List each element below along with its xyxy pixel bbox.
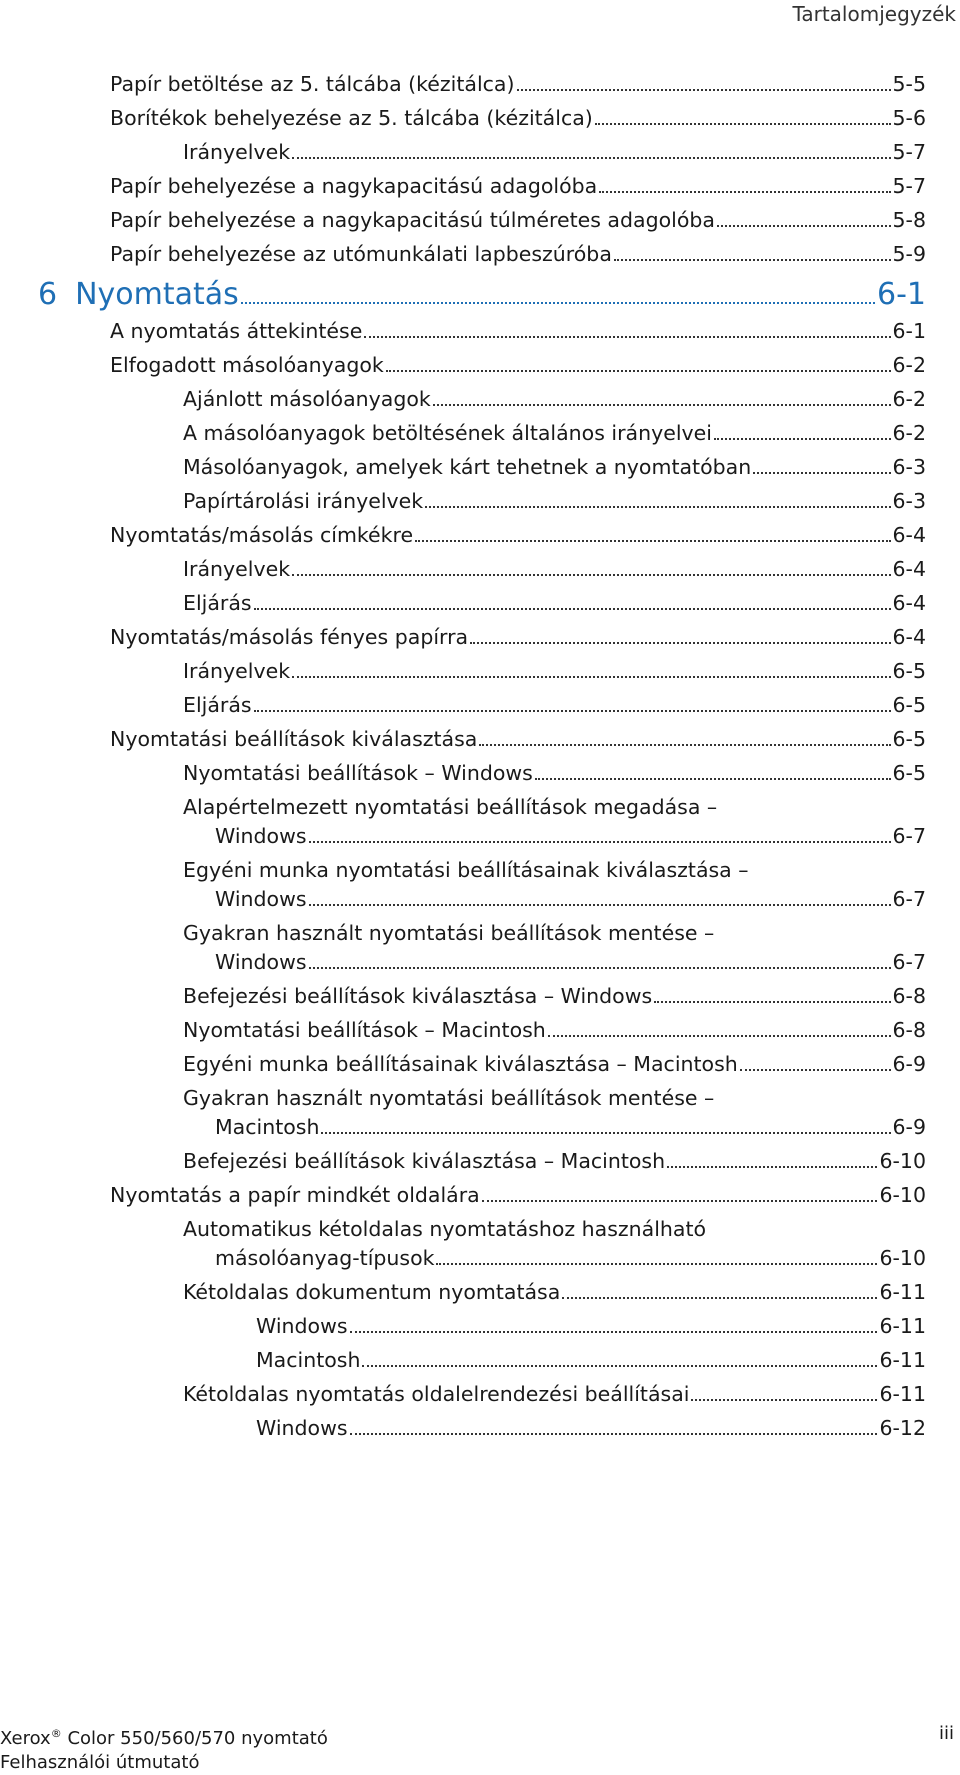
toc-entry-text: Papír behelyezése a nagykapacitású adagolóba: [110, 174, 598, 198]
toc-entry[interactable]: [0, 793, 960, 851]
toc-entry-title: [110, 172, 597, 201]
toc-entry-title: [183, 453, 751, 482]
toc-page-number: 6-11: [879, 1280, 926, 1304]
toc-entry-text: Kétoldalas nyomtatás oldalelrendezési beállításai: [183, 1382, 690, 1406]
toc-leader-dots: [309, 904, 891, 906]
toc-entry[interactable]: [0, 1414, 960, 1443]
toc-entry-continuation: Windows: [215, 887, 307, 911]
toc-entry-text: Gyakran használt nyomtatási beállítások mentése –: [183, 921, 715, 945]
toc-chapter-entry[interactable]: [0, 275, 960, 315]
toc-leader-dots: [386, 370, 891, 372]
toc-entry-text: A másolóanyagok betöltésének általános irányelvei: [183, 421, 712, 445]
toc-entry-text: Egyéni munka beállításainak kiválasztása – Macintosh: [183, 1052, 738, 1076]
footer-subtitle: Felhasználói útmutató: [0, 1752, 200, 1773]
toc-entry-title: [183, 919, 714, 948]
toc-leader-dots: [309, 841, 891, 843]
toc-entry[interactable]: [0, 1278, 960, 1307]
toc-page-number: 6-10: [879, 1246, 926, 1270]
toc-entry-text: Nyomtatás/másolás címkékre: [110, 523, 414, 547]
toc-entry-title: [183, 589, 252, 618]
toc-leader-dots: [599, 191, 890, 193]
toc-leader-dots: [535, 778, 891, 780]
toc-entry[interactable]: [0, 1181, 960, 1210]
toc-page-number: 6-11: [879, 1314, 926, 1338]
toc-entry[interactable]: [0, 589, 960, 618]
toc-entry[interactable]: [0, 1147, 960, 1176]
toc-entry-text: Gyakran használt nyomtatási beállítások mentése –: [183, 1086, 715, 1110]
toc-entry[interactable]: [0, 1016, 960, 1045]
running-header: Tartalomjegyzék: [792, 2, 956, 26]
toc-entry-title: [110, 1181, 480, 1210]
toc-entry[interactable]: [0, 691, 960, 720]
toc-leader-dots: [595, 123, 891, 125]
toc-entry-title: [38, 275, 239, 315]
toc-leader-dots: [562, 1297, 877, 1299]
toc-page-number: 6-11: [879, 1348, 926, 1372]
footer-product-info: [0, 1722, 328, 1775]
toc-entry-continuation: Windows: [215, 824, 307, 848]
toc-entry[interactable]: [0, 172, 960, 201]
toc-leader-dots: [241, 302, 875, 304]
toc-entry-title: [183, 1380, 689, 1409]
toc-page-number: 6-11: [879, 1382, 926, 1406]
toc-entry-title: [110, 240, 612, 269]
toc-page-number: 6-2: [892, 421, 926, 445]
toc-page-number: 6-2: [892, 387, 926, 411]
toc-entry-text: Nyomtatási beállítások kiválasztása: [110, 727, 478, 751]
toc-entry-text: Nyomtatási beállítások – Macintosh: [183, 1018, 546, 1042]
footer-product-line: [0, 1722, 328, 1751]
toc-entry[interactable]: [0, 1215, 960, 1273]
toc-entry-text: Egyéni munka nyomtatási beállításainak kiválasztása –: [183, 858, 749, 882]
footer-product: Color 550/560/570 nyomtató: [67, 1728, 328, 1749]
toc-leader-dots: [350, 1331, 878, 1333]
toc-leader-dots: [292, 574, 890, 576]
toc-entry-title: [110, 206, 715, 235]
toc-page-number: 6-12: [879, 1416, 926, 1440]
toc-leader-dots: [292, 157, 890, 159]
toc-page-number: 6-1: [892, 319, 926, 343]
toc-entry-title: [183, 555, 290, 584]
toc-leader-dots: [714, 438, 891, 440]
footer-page-number: iii: [938, 1723, 954, 1744]
toc-page-number: 6-8: [892, 984, 926, 1008]
toc-leader-dots: [364, 336, 890, 338]
toc-entry-title: [110, 521, 413, 550]
toc-entry-continuation: Windows: [215, 950, 307, 974]
toc-entry[interactable]: [0, 759, 960, 788]
toc-entry-text: Papír behelyezése a nagykapacitású túlméretes adagolóba: [110, 208, 715, 232]
toc-page-number: 5-6: [892, 106, 926, 130]
toc-entry[interactable]: [0, 856, 960, 914]
toc-entry[interactable]: [0, 725, 960, 754]
footer-brand: Xerox: [0, 1728, 51, 1749]
toc-page-number: 6-9: [892, 1115, 926, 1139]
toc-leader-dots: [614, 259, 891, 261]
toc-page-number: 6-2: [892, 353, 926, 377]
toc-leader-dots: [433, 404, 891, 406]
toc-entry-text: Eljárás: [183, 693, 252, 717]
toc-entry-text: Kétoldalas dokumentum nyomtatása: [183, 1280, 561, 1304]
toc-entry-text: Nyomtatás: [75, 277, 239, 312]
toc-entry[interactable]: [0, 317, 960, 346]
toc-leader-dots: [667, 1166, 877, 1168]
toc-entry-title: [183, 1016, 546, 1045]
toc-entry-text: Nyomtatási beállítások – Windows: [183, 761, 533, 785]
toc-leader-dots: [548, 1035, 891, 1037]
toc-entry-text: Eljárás: [183, 591, 252, 615]
toc-leader-dots: [740, 1069, 891, 1071]
toc-entry-title: [183, 1278, 560, 1307]
toc-entry-title: [183, 487, 423, 516]
toc-entry[interactable]: [0, 1084, 960, 1142]
toc-page-number: 6-10: [879, 1149, 926, 1173]
toc-entry-title: [183, 138, 290, 167]
toc-entry-title: [110, 70, 515, 99]
toc-leader-dots: [482, 1200, 878, 1202]
toc-leader-dots: [691, 1399, 877, 1401]
toc-entry-text: Windows: [256, 1314, 348, 1338]
toc-page-number: 6-7: [892, 950, 926, 974]
toc-entry-title: [183, 856, 749, 885]
toc-entry-title: [183, 657, 290, 686]
toc-leader-dots: [309, 967, 891, 969]
toc-entry-title: [256, 1312, 348, 1341]
toc-leader-dots: [350, 1433, 878, 1435]
toc-page-number: 6-5: [892, 693, 926, 717]
toc-entry-title: [183, 982, 652, 1011]
toc-entry[interactable]: [0, 206, 960, 235]
toc-page-number: 6-4: [892, 523, 926, 547]
toc-entry-title: [183, 691, 252, 720]
toc-entry-text: A nyomtatás áttekintése: [110, 319, 363, 343]
toc-entry-text: Alapértelmezett nyomtatási beállítások megadása –: [183, 795, 718, 819]
toc-page-number: 6-8: [892, 1018, 926, 1042]
toc-entry-text: Elfogadott másolóanyagok: [110, 353, 384, 377]
toc-entry-title: [183, 1050, 738, 1079]
toc-entry[interactable]: [0, 385, 960, 414]
chapter-number: 6: [38, 277, 58, 312]
toc-entry-text: Papírtárolási irányelvek: [183, 489, 424, 513]
toc-entry[interactable]: [0, 1380, 960, 1409]
toc-entry-title: [183, 759, 533, 788]
toc-entry[interactable]: [0, 919, 960, 977]
toc-entry-title: [183, 1084, 714, 1113]
toc-entry[interactable]: [0, 1346, 960, 1375]
toc-page-number: 6-1: [877, 277, 926, 312]
toc-leader-dots: [654, 1001, 890, 1003]
toc-leader-dots: [436, 1263, 877, 1265]
toc-entry-text: Borítékok behelyezése az 5. tálcába (kézitálca): [110, 106, 593, 130]
toc-entry[interactable]: [0, 657, 960, 686]
toc-entry-title: [183, 419, 712, 448]
toc-entry[interactable]: [0, 487, 960, 516]
toc-entry[interactable]: [0, 982, 960, 1011]
toc-entry-title: [110, 351, 384, 380]
toc-entry-title: [183, 1147, 665, 1176]
toc-entry-text: Nyomtatás/másolás fényes papírra: [110, 625, 469, 649]
table-of-contents: [0, 70, 960, 1448]
toc-page-number: 6-4: [892, 591, 926, 615]
toc-entry-title: [256, 1414, 348, 1443]
toc-entry[interactable]: [0, 623, 960, 652]
toc-entry-title: [183, 793, 717, 822]
toc-page-number: 6-10: [879, 1183, 926, 1207]
toc-entry-continuation: másolóanyag-típusok: [215, 1246, 435, 1270]
toc-entry-text: Irányelvek: [183, 140, 291, 164]
toc-entry[interactable]: [0, 1312, 960, 1341]
toc-entry[interactable]: [0, 70, 960, 99]
toc-entry-text: Windows: [256, 1416, 348, 1440]
toc-entry-text: Macintosh: [256, 1348, 361, 1372]
toc-entry[interactable]: [0, 138, 960, 167]
toc-entry-text: Másolóanyagok, amelyek kárt tehetnek a nyomtatóban: [183, 455, 752, 479]
toc-page-number: 5-8: [892, 208, 926, 232]
toc-entry-text: Papír behelyezése az utómunkálati lapbeszúróba: [110, 242, 612, 266]
toc-entry-text: Befejezési beállítások kiválasztása – Windows: [183, 984, 653, 1008]
toc-page-number: 6-4: [892, 557, 926, 581]
toc-entry[interactable]: [0, 104, 960, 133]
toc-page-number: 5-9: [892, 242, 926, 266]
toc-page-number: 6-5: [892, 659, 926, 683]
toc-leader-dots: [415, 540, 890, 542]
toc-leader-dots: [321, 1132, 890, 1134]
toc-entry[interactable]: [0, 555, 960, 584]
toc-entry-text: Befejezési beállítások kiválasztása – Macintosh: [183, 1149, 666, 1173]
toc-page-number: 5-5: [892, 72, 926, 96]
toc-leader-dots: [517, 89, 891, 91]
toc-page-number: 5-7: [892, 140, 926, 164]
toc-leader-dots: [292, 676, 890, 678]
toc-entry[interactable]: [0, 419, 960, 448]
toc-page-number: 6-3: [892, 489, 926, 513]
toc-page-number: 6-9: [892, 1052, 926, 1076]
toc-entry-text: Nyomtatás a papír mindkét oldalára: [110, 1183, 480, 1207]
toc-entry-title: [183, 1215, 706, 1244]
toc-entry-text: Papír betöltése az 5. tálcába (kézitálca): [110, 72, 515, 96]
toc-page-number: 6-5: [892, 727, 926, 751]
toc-leader-dots: [753, 472, 890, 474]
toc-page-number: 6-5: [892, 761, 926, 785]
toc-leader-dots: [362, 1365, 877, 1367]
toc-page-number: 6-7: [892, 824, 926, 848]
toc-leader-dots: [254, 710, 891, 712]
toc-entry[interactable]: [0, 1050, 960, 1079]
toc-entry-text: Irányelvek: [183, 659, 291, 683]
registered-mark: ®: [50, 1727, 62, 1740]
toc-page-number: 5-7: [892, 174, 926, 198]
toc-entry-title: [110, 317, 362, 346]
toc-entry[interactable]: [0, 521, 960, 550]
toc-entry-continuation: Macintosh: [215, 1115, 320, 1139]
toc-entry[interactable]: [0, 351, 960, 380]
toc-leader-dots: [470, 642, 890, 644]
toc-entry-text: Irányelvek: [183, 557, 291, 581]
toc-entry-title: [256, 1346, 360, 1375]
toc-entry[interactable]: [0, 240, 960, 269]
toc-leader-dots: [479, 744, 890, 746]
toc-leader-dots: [254, 608, 891, 610]
toc-entry-title: [183, 385, 431, 414]
toc-entry-title: [110, 725, 477, 754]
toc-entry[interactable]: [0, 453, 960, 482]
toc-entry-text: Ajánlott másolóanyagok: [183, 387, 431, 411]
toc-page-number: 6-7: [892, 887, 926, 911]
toc-leader-dots: [425, 506, 890, 508]
toc-leader-dots: [717, 225, 891, 227]
toc-page-number: 6-3: [892, 455, 926, 479]
toc-entry-title: [110, 104, 593, 133]
toc-entry-title: [110, 623, 468, 652]
toc-entry-text: Automatikus kétoldalas nyomtatáshoz használható: [183, 1217, 707, 1241]
toc-page-number: 6-4: [892, 625, 926, 649]
